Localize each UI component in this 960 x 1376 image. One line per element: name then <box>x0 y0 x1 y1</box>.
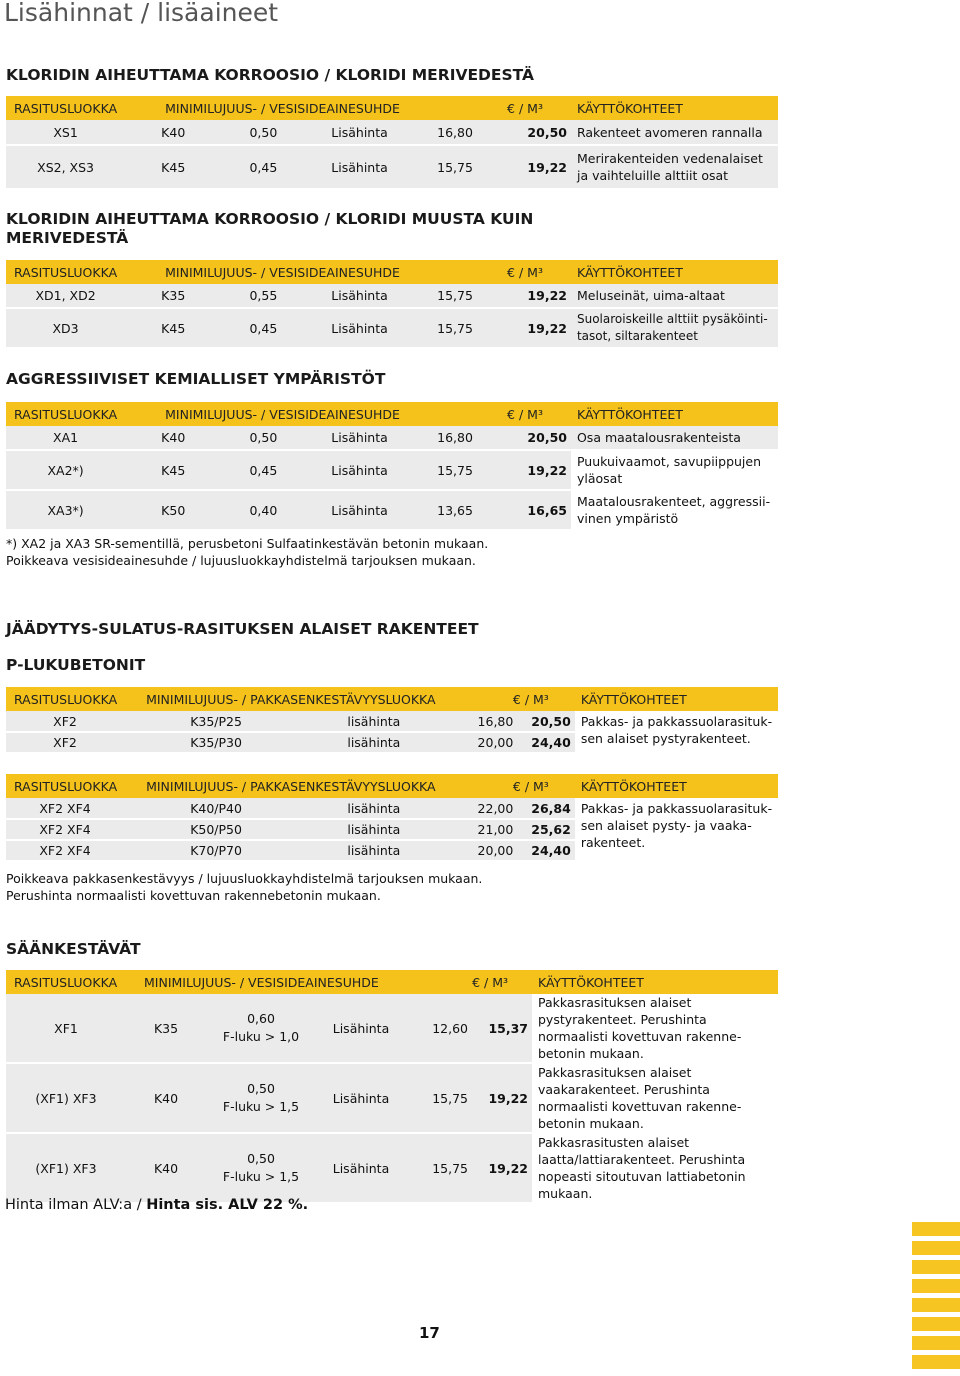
cell-strength: K35 <box>125 284 221 308</box>
cell-use: Pakkasrasitusten alaiset laatta/lattiarakenteet. Perushinta nopeasti sitoutuvan lattiabetonin mukaan. <box>532 1133 778 1203</box>
cell-price-vat: 19,22 <box>472 1063 532 1133</box>
cell-price: 20,00 <box>440 732 518 753</box>
cell-price: 15,75 <box>406 1063 472 1133</box>
header-use: KÄYTTÖKOHTEET <box>575 774 778 798</box>
decorative-bar <box>912 1317 960 1331</box>
table-row <box>6 994 778 1063</box>
cell-price-vat: 24,40 <box>517 732 574 753</box>
table-row <box>6 426 778 450</box>
f-value: F-luku > 1,0 <box>222 1029 300 1044</box>
cell-strength: K35 <box>126 994 206 1063</box>
cell-price: 16,80 <box>414 120 497 145</box>
cell-price-vat: 19,22 <box>496 450 571 490</box>
cell-label: Lisähinta <box>305 284 413 308</box>
table-row <box>6 490 778 530</box>
cell-ratio: 0,45 <box>221 450 305 490</box>
cell-ratio: 0,45 <box>221 145 305 189</box>
cell-strength: K45 <box>125 450 221 490</box>
aggressive-table <box>6 402 778 531</box>
cell-price-vat: 19,22 <box>472 1133 532 1203</box>
table-row <box>6 1133 778 1203</box>
cell-ratio: 0,40 <box>221 490 305 530</box>
footnote: Poikkeava vesisideainesuhde / lujuusluokkayhdistelmä tarjouksen mukaan. <box>6 553 476 568</box>
f-value: F-luku > 1,5 <box>222 1099 300 1114</box>
cell-use: Pakkas- ja pakkassuolarasituksen alaiset pystyrakenteet. <box>575 711 778 753</box>
header-class: RASITUSLUOKKA <box>6 687 124 711</box>
header-class: RASITUSLUOKKA <box>6 970 126 994</box>
cell-class: XF2 <box>6 711 124 732</box>
footnote: Perushinta normaalisti kovettuvan rakennebetonin mukaan. <box>6 888 381 903</box>
table-row <box>6 711 778 732</box>
cell-label: lisähinta <box>308 819 439 840</box>
cell-price-vat: 16,65 <box>496 490 571 530</box>
cell-ratio <box>206 1133 316 1203</box>
cell-price: 16,80 <box>440 711 518 732</box>
header-use: KÄYTTÖKOHTEET <box>575 687 778 711</box>
freeze-table-2 <box>6 774 778 862</box>
cell-price: 22,00 <box>440 798 518 819</box>
cell-use: Osa maatalousrakenteista <box>571 426 778 450</box>
cell-price-vat: 20,50 <box>496 426 571 450</box>
cell-label: Lisähinta <box>316 994 406 1063</box>
cell-label: Lisähinta <box>305 450 413 490</box>
cell-price-vat: 20,50 <box>517 711 574 732</box>
section-title-salt: SÄÄNKESTÄVÄT <box>6 940 141 958</box>
cell-label: Lisähinta <box>305 120 413 145</box>
cell-class: XF2 XF4 <box>6 840 124 861</box>
freeze-table-1 <box>6 687 778 754</box>
decorative-bar <box>912 1260 960 1274</box>
cell-strength: K40/P40 <box>124 798 308 819</box>
footnote: *) XA2 ja XA3 SR-sementillä, perusbetoni Sulfaatinkestävän betonin mukaan. <box>6 536 489 551</box>
cell-strength: K50 <box>125 490 221 530</box>
header-price: € / M³ <box>414 402 571 426</box>
cell-class: XD1, XD2 <box>6 284 125 308</box>
cell-class: XF2 XF4 <box>6 798 124 819</box>
vat-note: Hinta ilman ALV:a / <box>5 1197 147 1213</box>
decorative-bar <box>912 1355 960 1369</box>
cell-ratio: 0,45 <box>221 308 305 348</box>
ratio-value: 0,50 <box>247 1151 275 1166</box>
vat-footer <box>5 1197 308 1213</box>
cell-strength: K40 <box>125 120 221 145</box>
header-strength: MINIMILUJUUS- / PAKKASENKESTÄVYYSLUOKKA <box>124 774 440 798</box>
cell-price: 12,60 <box>406 994 472 1063</box>
cell-use: Suolaroiskeille alttiit pysäköintitasot, siltarakenteet <box>571 308 778 348</box>
cell-price-vat: 26,84 <box>517 798 574 819</box>
cell-price-vat: 25,62 <box>517 819 574 840</box>
footnote: Poikkeava pakkasenkestävyys / lujuusluokkayhdistelmä tarjouksen mukaan. <box>6 871 483 886</box>
table-row <box>6 1063 778 1133</box>
cell-strength: K50/P50 <box>124 819 308 840</box>
cell-price: 15,75 <box>414 308 497 348</box>
header-price: € / M³ <box>414 260 571 284</box>
cell-strength: K40 <box>126 1063 206 1133</box>
cell-class: XA2*) <box>6 450 125 490</box>
section-title-chloride-other: KLORIDIN AIHEUTTAMA KORROOSIO / KLORIDI MUUSTA KUIN MERIVEDESTÄ <box>6 210 534 247</box>
cell-price-vat: 20,50 <box>496 120 571 145</box>
header-class: RASITUSLUOKKA <box>6 260 125 284</box>
table-row <box>6 798 778 819</box>
section-subtitle-p-concrete: P-LUKUBETONIT <box>6 656 146 674</box>
header-class: RASITUSLUOKKA <box>6 774 124 798</box>
header-strength: MINIMILUJUUS- / VESISIDEAINESUHDE <box>125 96 414 120</box>
cell-price: 15,75 <box>414 145 497 189</box>
cell-class: XA1 <box>6 426 125 450</box>
cell-class: XF1 <box>6 994 126 1063</box>
header-use: KÄYTTÖKOHTEET <box>571 260 778 284</box>
cell-price: 16,80 <box>414 426 497 450</box>
cell-label: Lisähinta <box>305 490 413 530</box>
decorative-bar <box>912 1222 960 1236</box>
header-price: € / M³ <box>414 96 571 120</box>
decorative-bars <box>912 1222 960 1376</box>
header-strength: MINIMILUJUUS- / PAKKASENKESTÄVYYSLUOKKA <box>124 687 440 711</box>
table-row <box>6 284 778 308</box>
cell-ratio: 0,55 <box>221 284 305 308</box>
chloride-other-table <box>6 260 778 349</box>
cell-price: 20,00 <box>440 840 518 861</box>
cell-label: Lisähinta <box>305 308 413 348</box>
cell-class: XD3 <box>6 308 125 348</box>
cell-ratio: 0,50 <box>221 120 305 145</box>
decorative-bar <box>912 1241 960 1255</box>
cell-use: Maatalousrakenteet, aggressiivinen ympäristö <box>571 490 778 530</box>
header-use: KÄYTTÖKOHTEET <box>571 402 778 426</box>
section-title-chloride-sea: KLORIDIN AIHEUTTAMA KORROOSIO / KLORIDI MERIVEDESTÄ <box>6 66 535 84</box>
cell-price: 15,75 <box>406 1133 472 1203</box>
decorative-bar <box>912 1336 960 1350</box>
cell-class: (XF1) XF3 <box>6 1063 126 1133</box>
header-price: € / M³ <box>440 774 575 798</box>
cell-label: lisähinta <box>308 840 439 861</box>
table-row <box>6 145 778 189</box>
cell-use: Pakkasrasituksen alaiset pystyrakenteet. Perushinta normaalisti kovettuvan rakennebetonin mukaan. <box>532 994 778 1063</box>
section-title-freeze: JÄÄDYTYS-SULATUS-RASITUKSEN ALAISET RAKENTEET <box>6 620 479 638</box>
header-class: RASITUSLUOKKA <box>6 402 125 426</box>
page-number: 17 <box>419 1324 440 1342</box>
ratio-value: 0,60 <box>247 1011 275 1026</box>
cell-class: (XF1) XF3 <box>6 1133 126 1203</box>
cell-price-vat: 19,22 <box>496 145 571 189</box>
cell-price: 13,65 <box>414 490 497 530</box>
cell-class: XF2 XF4 <box>6 819 124 840</box>
cell-strength: K40 <box>126 1133 206 1203</box>
cell-use: Merirakenteiden vedenalaiset ja vaihteluille alttiit osat <box>571 145 778 189</box>
cell-label: Lisähinta <box>305 145 413 189</box>
cell-class: XS1 <box>6 120 125 145</box>
cell-ratio: 0,50 <box>221 426 305 450</box>
salt-table <box>6 970 778 1204</box>
header-strength: MINIMILUJUUS- / VESISIDEAINESUHDE <box>126 970 406 994</box>
cell-label: Lisähinta <box>316 1063 406 1133</box>
table-row <box>6 308 778 348</box>
f-value: F-luku > 1,5 <box>222 1169 300 1184</box>
cell-use: Meluseinät, uima-altaat <box>571 284 778 308</box>
cell-price: 15,75 <box>414 284 497 308</box>
cell-price-vat: 19,22 <box>496 308 571 348</box>
cell-class: XF2 <box>6 732 124 753</box>
cell-strength: K35/P30 <box>124 732 308 753</box>
header-price: € / M³ <box>406 970 532 994</box>
header-use: KÄYTTÖKOHTEET <box>532 970 778 994</box>
cell-label: lisähinta <box>308 798 439 819</box>
cell-use: Puukuivaamot, savupiippujen yläosat <box>571 450 778 490</box>
cell-strength: K35/P25 <box>124 711 308 732</box>
cell-price: 15,75 <box>414 450 497 490</box>
cell-ratio <box>206 994 316 1063</box>
cell-label: lisähinta <box>308 711 439 732</box>
cell-price-vat: 19,22 <box>496 284 571 308</box>
cell-label: Lisähinta <box>305 426 413 450</box>
cell-use: Pakkasrasituksen alaiset vaakarakenteet. Perushinta normaalisti kovettuvan rakennebetonin mukaan. <box>532 1063 778 1133</box>
section-title-aggressive: AGGRESSIIVISET KEMIALLISET YMPÄRISTÖT <box>6 370 386 388</box>
decorative-bar <box>912 1298 960 1312</box>
header-strength: MINIMILUJUUS- / VESISIDEAINESUHDE <box>125 402 414 426</box>
cell-strength: K45 <box>125 308 221 348</box>
cell-price-vat: 24,40 <box>517 840 574 861</box>
ratio-value: 0,50 <box>247 1081 275 1096</box>
vat-note-bold: Hinta sis. ALV 22 %. <box>146 1197 309 1213</box>
table-row <box>6 120 778 145</box>
page-title: Lisähinnat / lisäaineet <box>4 0 279 27</box>
cell-use: Rakenteet avomeren rannalla <box>571 120 778 145</box>
cell-label: lisähinta <box>308 732 439 753</box>
header-class: RASITUSLUOKKA <box>6 96 125 120</box>
cell-strength: K45 <box>125 145 221 189</box>
cell-price-vat: 15,37 <box>472 994 532 1063</box>
header-strength: MINIMILUJUUS- / VESISIDEAINESUHDE <box>125 260 414 284</box>
table-row <box>6 450 778 490</box>
header-use: KÄYTTÖKOHTEET <box>571 96 778 120</box>
cell-price: 21,00 <box>440 819 518 840</box>
cell-class: XS2, XS3 <box>6 145 125 189</box>
chloride-sea-table <box>6 96 778 190</box>
cell-ratio <box>206 1063 316 1133</box>
decorative-bar <box>912 1279 960 1293</box>
cell-strength: K40 <box>125 426 221 450</box>
cell-class: XA3*) <box>6 490 125 530</box>
cell-strength: K70/P70 <box>124 840 308 861</box>
header-price: € / M³ <box>440 687 575 711</box>
cell-label: Lisähinta <box>316 1133 406 1203</box>
cell-use: Pakkas- ja pakkassuolarasituksen alaiset pysty- ja vaakarakenteet. <box>575 798 778 861</box>
